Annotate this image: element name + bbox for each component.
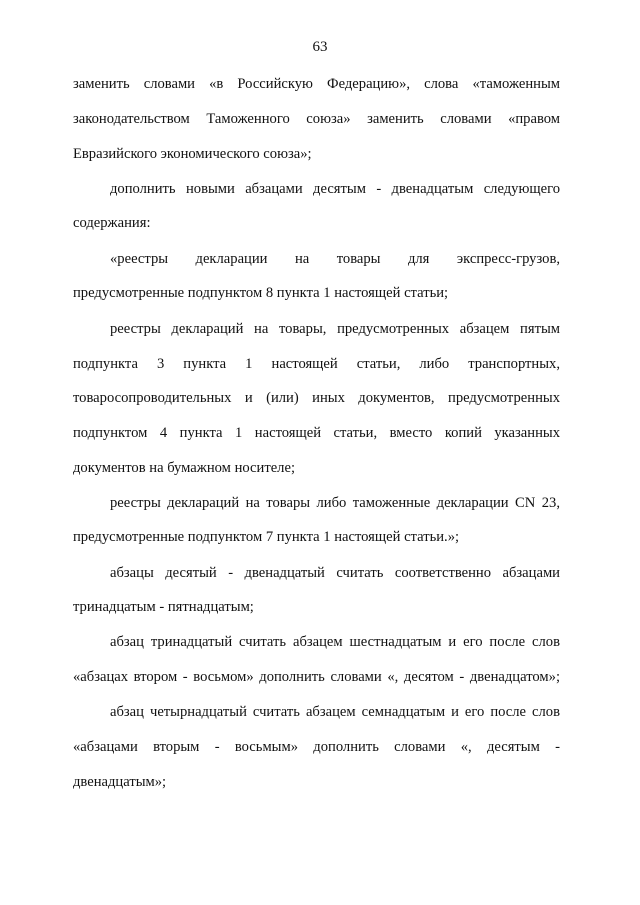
text-line: двенадцатым»; xyxy=(73,774,167,790)
text-line: «абзацах втором - восьмом» дополнить словами «, десятом - двенадцатом»; xyxy=(73,669,560,685)
text-line: документов на бумажном носителе; xyxy=(73,460,295,476)
text-line: абзац тринадцатый считать абзацем шестнадцатым и его после слов xyxy=(110,634,560,650)
text-line: реестры деклараций на товары, предусмотренных абзацем пятым xyxy=(110,321,560,337)
text-line: абзацы десятый - двенадцатый считать соответственно абзацами xyxy=(110,565,560,581)
text-line: законодательством Таможенного союза» заменить словами «правом xyxy=(73,111,560,127)
text-line: реестры деклараций на товары либо таможенные декларации CN 23, xyxy=(110,495,560,511)
text-line: «абзацами вторым - восьмым» дополнить словами «, десятым - xyxy=(73,739,560,755)
text-line: заменить словами «в Российскую Федерацию», слова «таможенным xyxy=(73,76,560,92)
text-line: подпунктом 4 пункта 1 настоящей статьи, вместо копий указанных xyxy=(73,425,560,441)
text-line: дополнить новыми абзацами десятым - двенадцатым следующего xyxy=(110,181,560,197)
text-line: тринадцатым - пятнадцатым; xyxy=(73,599,254,615)
text-line: товаросопроводительных и (или) иных документов, предусмотренных xyxy=(73,390,560,406)
page-number: 63 xyxy=(312,39,328,55)
text-line: содержания: xyxy=(73,215,151,231)
text-line: Евразийского экономического союза»; xyxy=(73,146,312,162)
text-line: предусмотренные подпунктом 8 пункта 1 настоящей статьи; xyxy=(73,285,449,301)
text-line: абзац четырнадцатый считать абзацем семнадцатым и его после слов xyxy=(110,704,560,720)
text-line: предусмотренные подпунктом 7 пункта 1 настоящей статьи.»; xyxy=(73,529,460,545)
text-line: подпункта 3 пункта 1 настоящей статьи, либо транспортных, xyxy=(73,356,560,372)
text-line: «реестры декларации на товары для экспресс-грузов, xyxy=(110,251,560,267)
